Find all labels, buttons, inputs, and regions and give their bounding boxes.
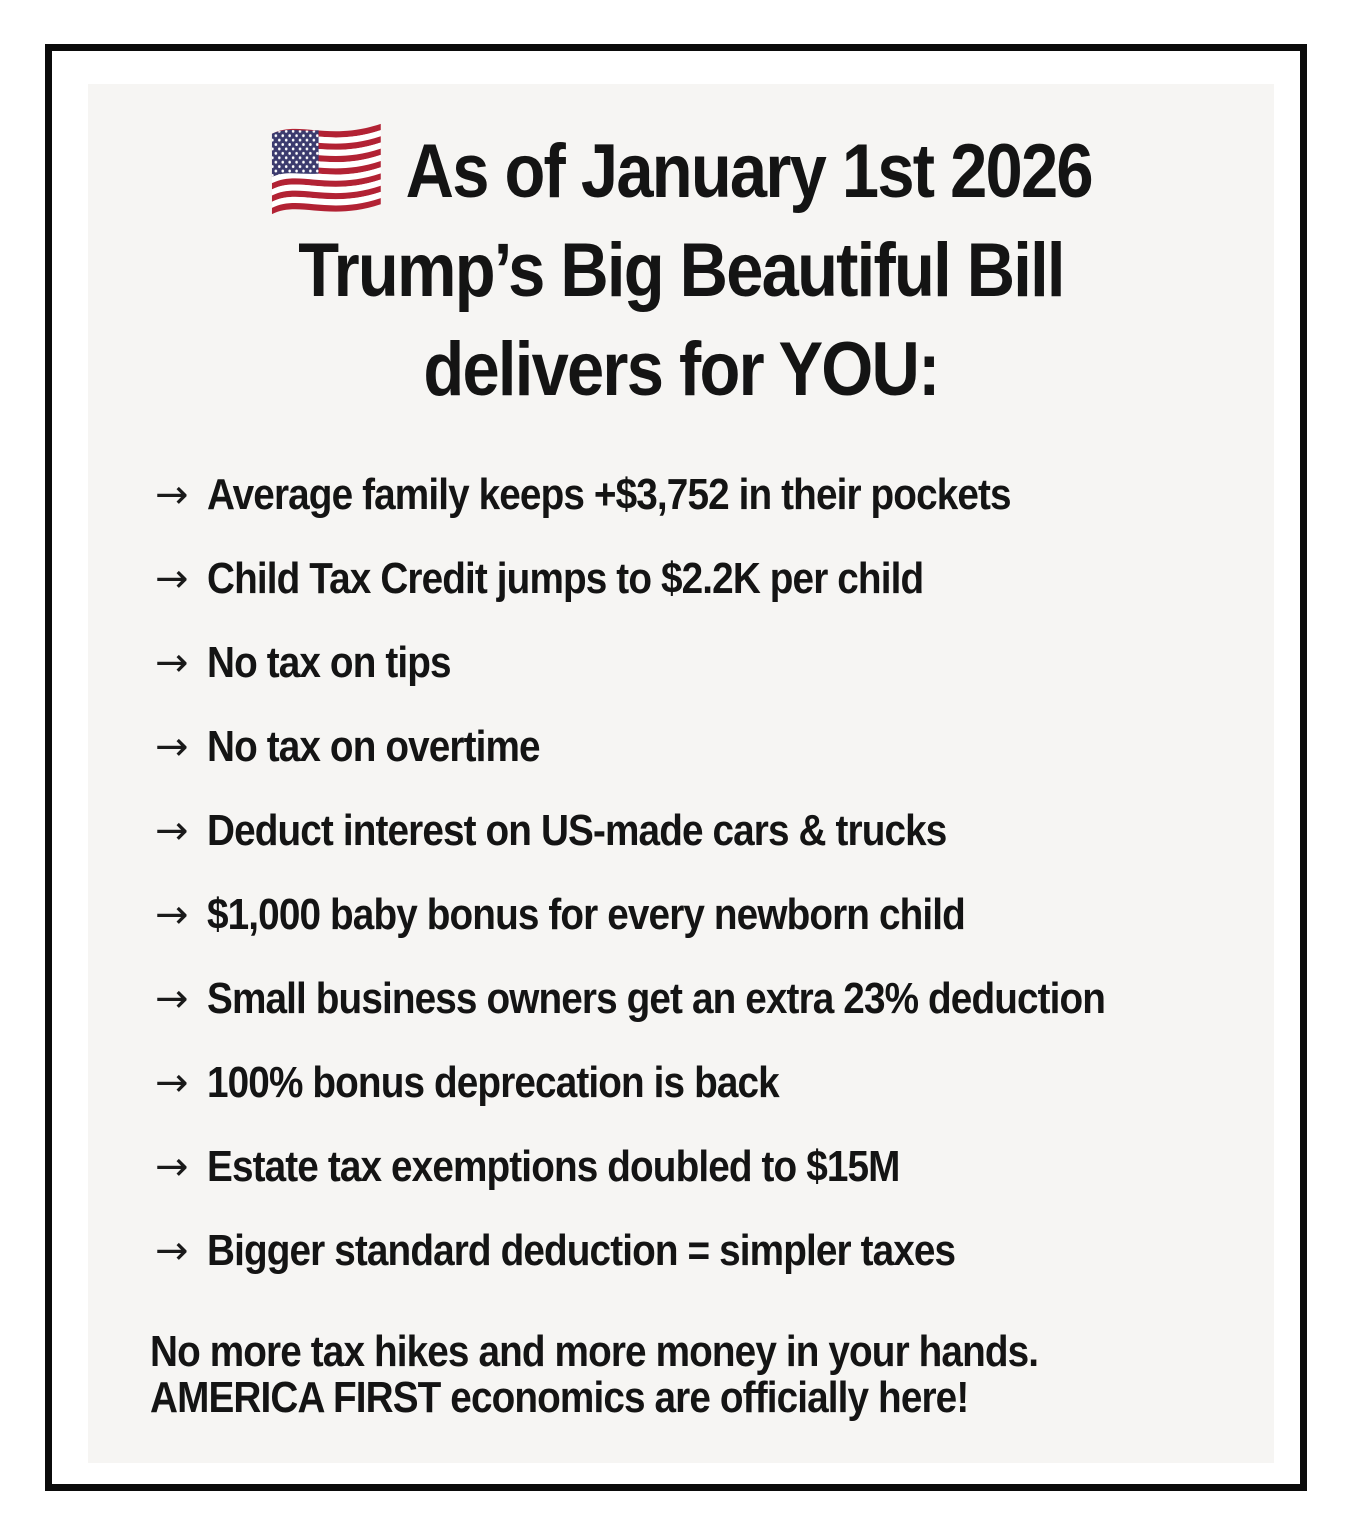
footer-block [150,1329,1274,1421]
list-item [155,621,1274,705]
list-item-text: 100% bonus deprecation is back [207,1058,779,1107]
arrow-icon: → [155,556,189,602]
title-line-3: delivers for YOU: [423,327,939,412]
arrow-icon: → [155,724,189,770]
list-item-text: No tax on tips [207,638,451,687]
poster-content [88,84,1274,1463]
arrow-icon: → [155,976,189,1022]
list-item [155,789,1274,873]
list-item-text: No tax on overtime [207,722,540,771]
list-item-text: Average family keeps +$3,752 in their pockets [207,470,1011,519]
title-line-2: Trump’s Big Beautiful Bill [298,228,1064,313]
list-item [155,705,1274,789]
title-text-1: As of January 1st 2026 [405,129,1092,214]
list-item-text: $1,000 baby bonus for every newborn child [207,890,965,939]
arrow-icon: → [155,1144,189,1190]
list-item [155,537,1274,621]
arrow-icon: → [155,1060,189,1106]
list-item-text: Child Tax Credit jumps to $2.2K per child [207,554,924,603]
list-item [155,873,1274,957]
list-item-text: Deduct interest on US-made cars & trucks [207,806,947,855]
arrow-icon: → [155,1228,189,1274]
arrow-icon: → [155,472,189,518]
title-line-1 [159,122,1203,221]
arrow-icon: → [155,808,189,854]
title-block [88,84,1274,419]
poster-frame [45,44,1307,1491]
list-item [155,453,1274,537]
list-item [155,957,1274,1041]
benefits-list [155,453,1274,1293]
list-item [155,1209,1274,1293]
us-flag-icon [270,120,383,224]
footer-line-2: AMERICA FIRST economics are officially here! [150,1373,969,1422]
arrow-icon: → [155,640,189,686]
list-item-text: Small business owners get an extra 23% deduction [207,974,1106,1023]
footer-line-1: No more tax hikes and more money in your hands. [150,1327,1039,1376]
list-item-text: Bigger standard deduction = simpler taxes [207,1226,956,1275]
arrow-icon: → [155,892,189,938]
list-item-text: Estate tax exemptions doubled to $15M [207,1142,900,1191]
list-item [155,1041,1274,1125]
list-item [155,1125,1274,1209]
